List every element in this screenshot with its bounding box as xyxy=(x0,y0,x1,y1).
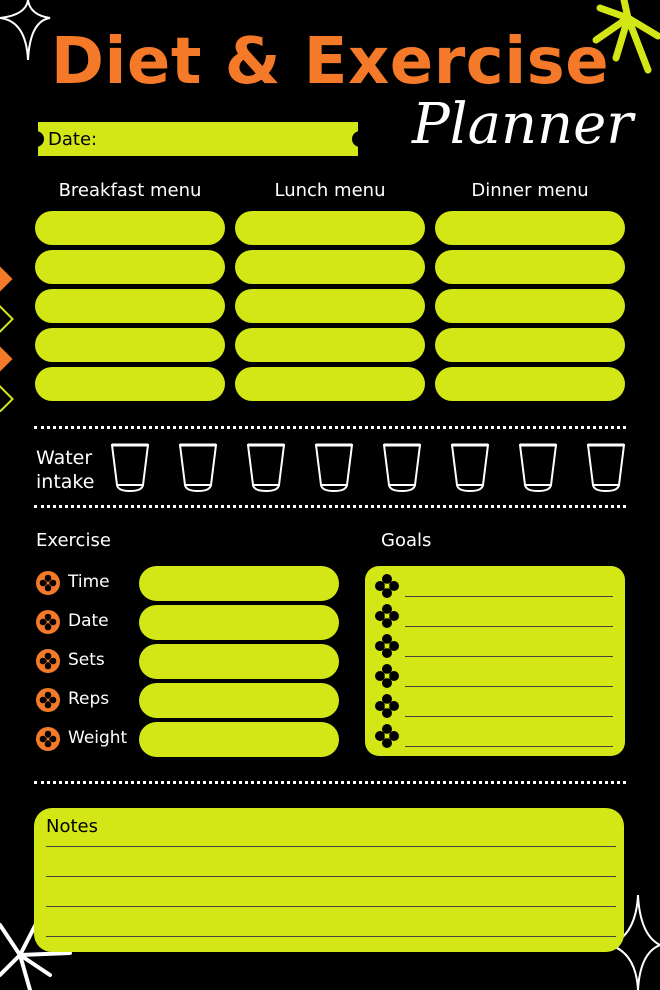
exercise-field-date[interactable] xyxy=(139,605,339,640)
lunch-field[interactable] xyxy=(235,328,425,362)
flower-bullet-icon xyxy=(36,688,60,712)
flower-bullet-icon xyxy=(36,571,60,595)
glass-icon[interactable] xyxy=(178,441,218,493)
clover-icon xyxy=(375,604,399,628)
exercise-label-weight: Weight xyxy=(68,728,128,748)
goal-line[interactable] xyxy=(405,656,613,657)
notes-box[interactable] xyxy=(34,808,624,952)
exercise-field-time[interactable] xyxy=(139,566,339,601)
flower-bullet-icon xyxy=(36,610,60,634)
notes-line[interactable] xyxy=(46,876,616,877)
notes-line[interactable] xyxy=(46,936,616,937)
glass-icon[interactable] xyxy=(586,441,626,493)
glass-icon[interactable] xyxy=(518,441,558,493)
dinner-field[interactable] xyxy=(435,211,625,245)
lunch-field[interactable] xyxy=(235,289,425,323)
goals-heading: Goals xyxy=(381,530,432,551)
goal-line[interactable] xyxy=(405,716,613,717)
goal-line[interactable] xyxy=(405,626,613,627)
divider xyxy=(34,426,626,429)
goals-box[interactable] xyxy=(365,566,625,756)
goal-line[interactable] xyxy=(405,596,613,597)
page-title: Diet & Exercise xyxy=(50,25,610,99)
diamond-icon xyxy=(0,262,24,412)
lunch-field[interactable] xyxy=(235,250,425,284)
breakfast-field[interactable] xyxy=(35,211,225,245)
glass-icon[interactable] xyxy=(382,441,422,493)
breakfast-field[interactable] xyxy=(35,289,225,323)
exercise-label-date: Date xyxy=(68,611,109,631)
clover-icon xyxy=(375,694,399,718)
glass-icon[interactable] xyxy=(314,441,354,493)
clover-icon xyxy=(375,724,399,748)
exercise-field-sets[interactable] xyxy=(139,644,339,679)
flower-bullet-icon xyxy=(36,727,60,751)
exercise-heading: Exercise xyxy=(36,530,111,551)
lunch-heading: Lunch menu xyxy=(274,180,386,201)
goal-line[interactable] xyxy=(405,746,613,747)
breakfast-field[interactable] xyxy=(35,250,225,284)
glass-icon[interactable] xyxy=(450,441,490,493)
goal-line[interactable] xyxy=(405,686,613,687)
page-subtitle: Planner xyxy=(412,92,634,157)
dinner-field[interactable] xyxy=(435,289,625,323)
clover-icon xyxy=(375,574,399,598)
exercise-field-weight[interactable] xyxy=(139,722,339,757)
clover-icon xyxy=(375,664,399,688)
divider xyxy=(34,781,626,784)
dinner-field[interactable] xyxy=(435,250,625,284)
clover-icon xyxy=(375,634,399,658)
dinner-field[interactable] xyxy=(435,328,625,362)
water-label: Water intake xyxy=(36,447,95,493)
divider xyxy=(34,505,626,508)
glass-icon[interactable] xyxy=(110,441,150,493)
notes-line[interactable] xyxy=(46,846,616,847)
lunch-field[interactable] xyxy=(235,367,425,401)
exercise-label-time: Time xyxy=(68,572,110,592)
exercise-field-reps[interactable] xyxy=(139,683,339,718)
flower-bullet-icon xyxy=(36,649,60,673)
lunch-field[interactable] xyxy=(235,211,425,245)
breakfast-field[interactable] xyxy=(35,367,225,401)
notes-label: Notes xyxy=(46,816,98,837)
breakfast-field[interactable] xyxy=(35,328,225,362)
exercise-label-reps: Reps xyxy=(68,689,110,709)
dinner-heading: Dinner menu xyxy=(471,180,589,201)
exercise-label-sets: Sets xyxy=(68,650,105,670)
notes-line[interactable] xyxy=(46,906,616,907)
glass-icon[interactable] xyxy=(246,441,286,493)
dinner-field[interactable] xyxy=(435,367,625,401)
date-label: Date: xyxy=(48,129,98,150)
breakfast-heading: Breakfast menu xyxy=(58,180,202,201)
